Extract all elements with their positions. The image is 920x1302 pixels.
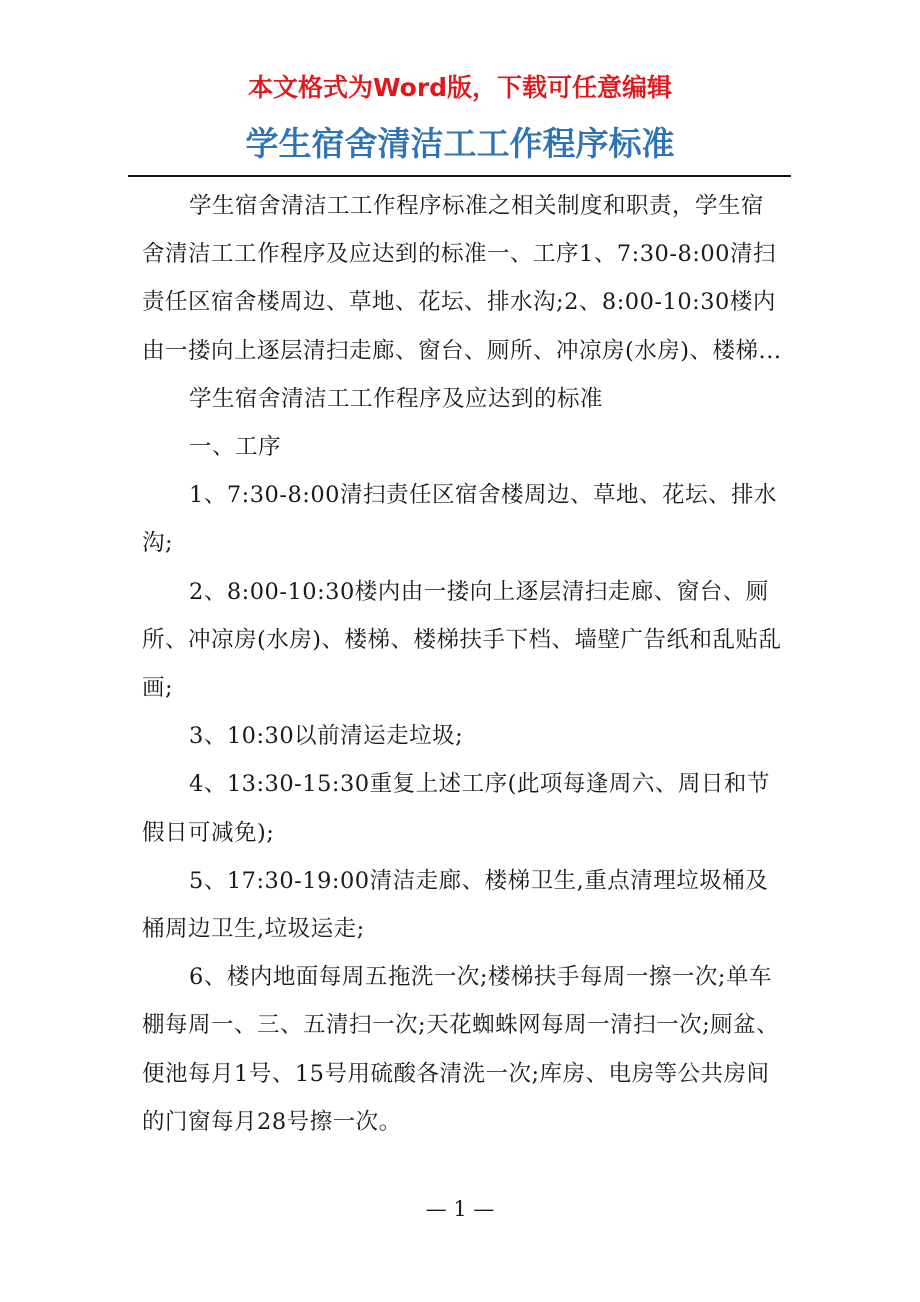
procedure-item-1: 1、7:30-8:00清扫责任区宿舍楼周边、草地、花坛、排水沟; (142, 482, 777, 557)
summary-paragraph: 学生宿舍清洁工工作程序标准之相关制度和职责，学生宿舍清洁工工作程序及应达到的标准一、工序1、7:30-8:00清扫责任区宿舍楼周边、草地、花坛、排水沟;2、8:00-10:30楼内由一搂向上逐层清扫走廊、窗台、厕所、冲凉房(水房)、楼梯... (142, 193, 782, 364)
word-format-banner: 本文格式为Word版，下载可任意编辑 (247, 73, 673, 102)
document-body (142, 182, 785, 1146)
header-divider (128, 175, 791, 177)
subsection-heading: 一、工序 (189, 434, 282, 461)
procedure-item-2: 2、8:00-10:30楼内由一搂向上逐层清扫走廊、窗台、厕所、冲凉房(水房)、楼梯、楼梯扶手下档、墙壁广告纸和乱贴乱画; (142, 578, 782, 702)
section-heading: 学生宿舍清洁工工作程序及应达到的标准 (189, 385, 604, 412)
procedure-item-6: 6、楼内地面每周五拖洗一次;楼梯扶手每周一擦一次;单车棚每周一、三、五清扫一次;天花蜘蛛网每周一清扫一次;厕盆、便池每月1号、15号用硫酸各清洗一次;库房、电房等公共房间的门窗每月28号擦一次。 (142, 964, 780, 1135)
page-number: — 1 — (425, 1197, 495, 1221)
procedure-item-4: 4、13:30-15:30重复上述工序(此项每逢周六、周日和节假日可减免); (142, 771, 770, 846)
page-title: 学生宿舍清洁工工作程序标准 (245, 124, 675, 163)
procedure-item-3: 3、10:30以前清运走垃圾; (189, 723, 464, 750)
procedure-item-5: 5、17:30-19:00清洁走廊、楼梯卫生,重点清理垃圾桶及桶周边卫生,垃圾运走; (142, 867, 769, 943)
